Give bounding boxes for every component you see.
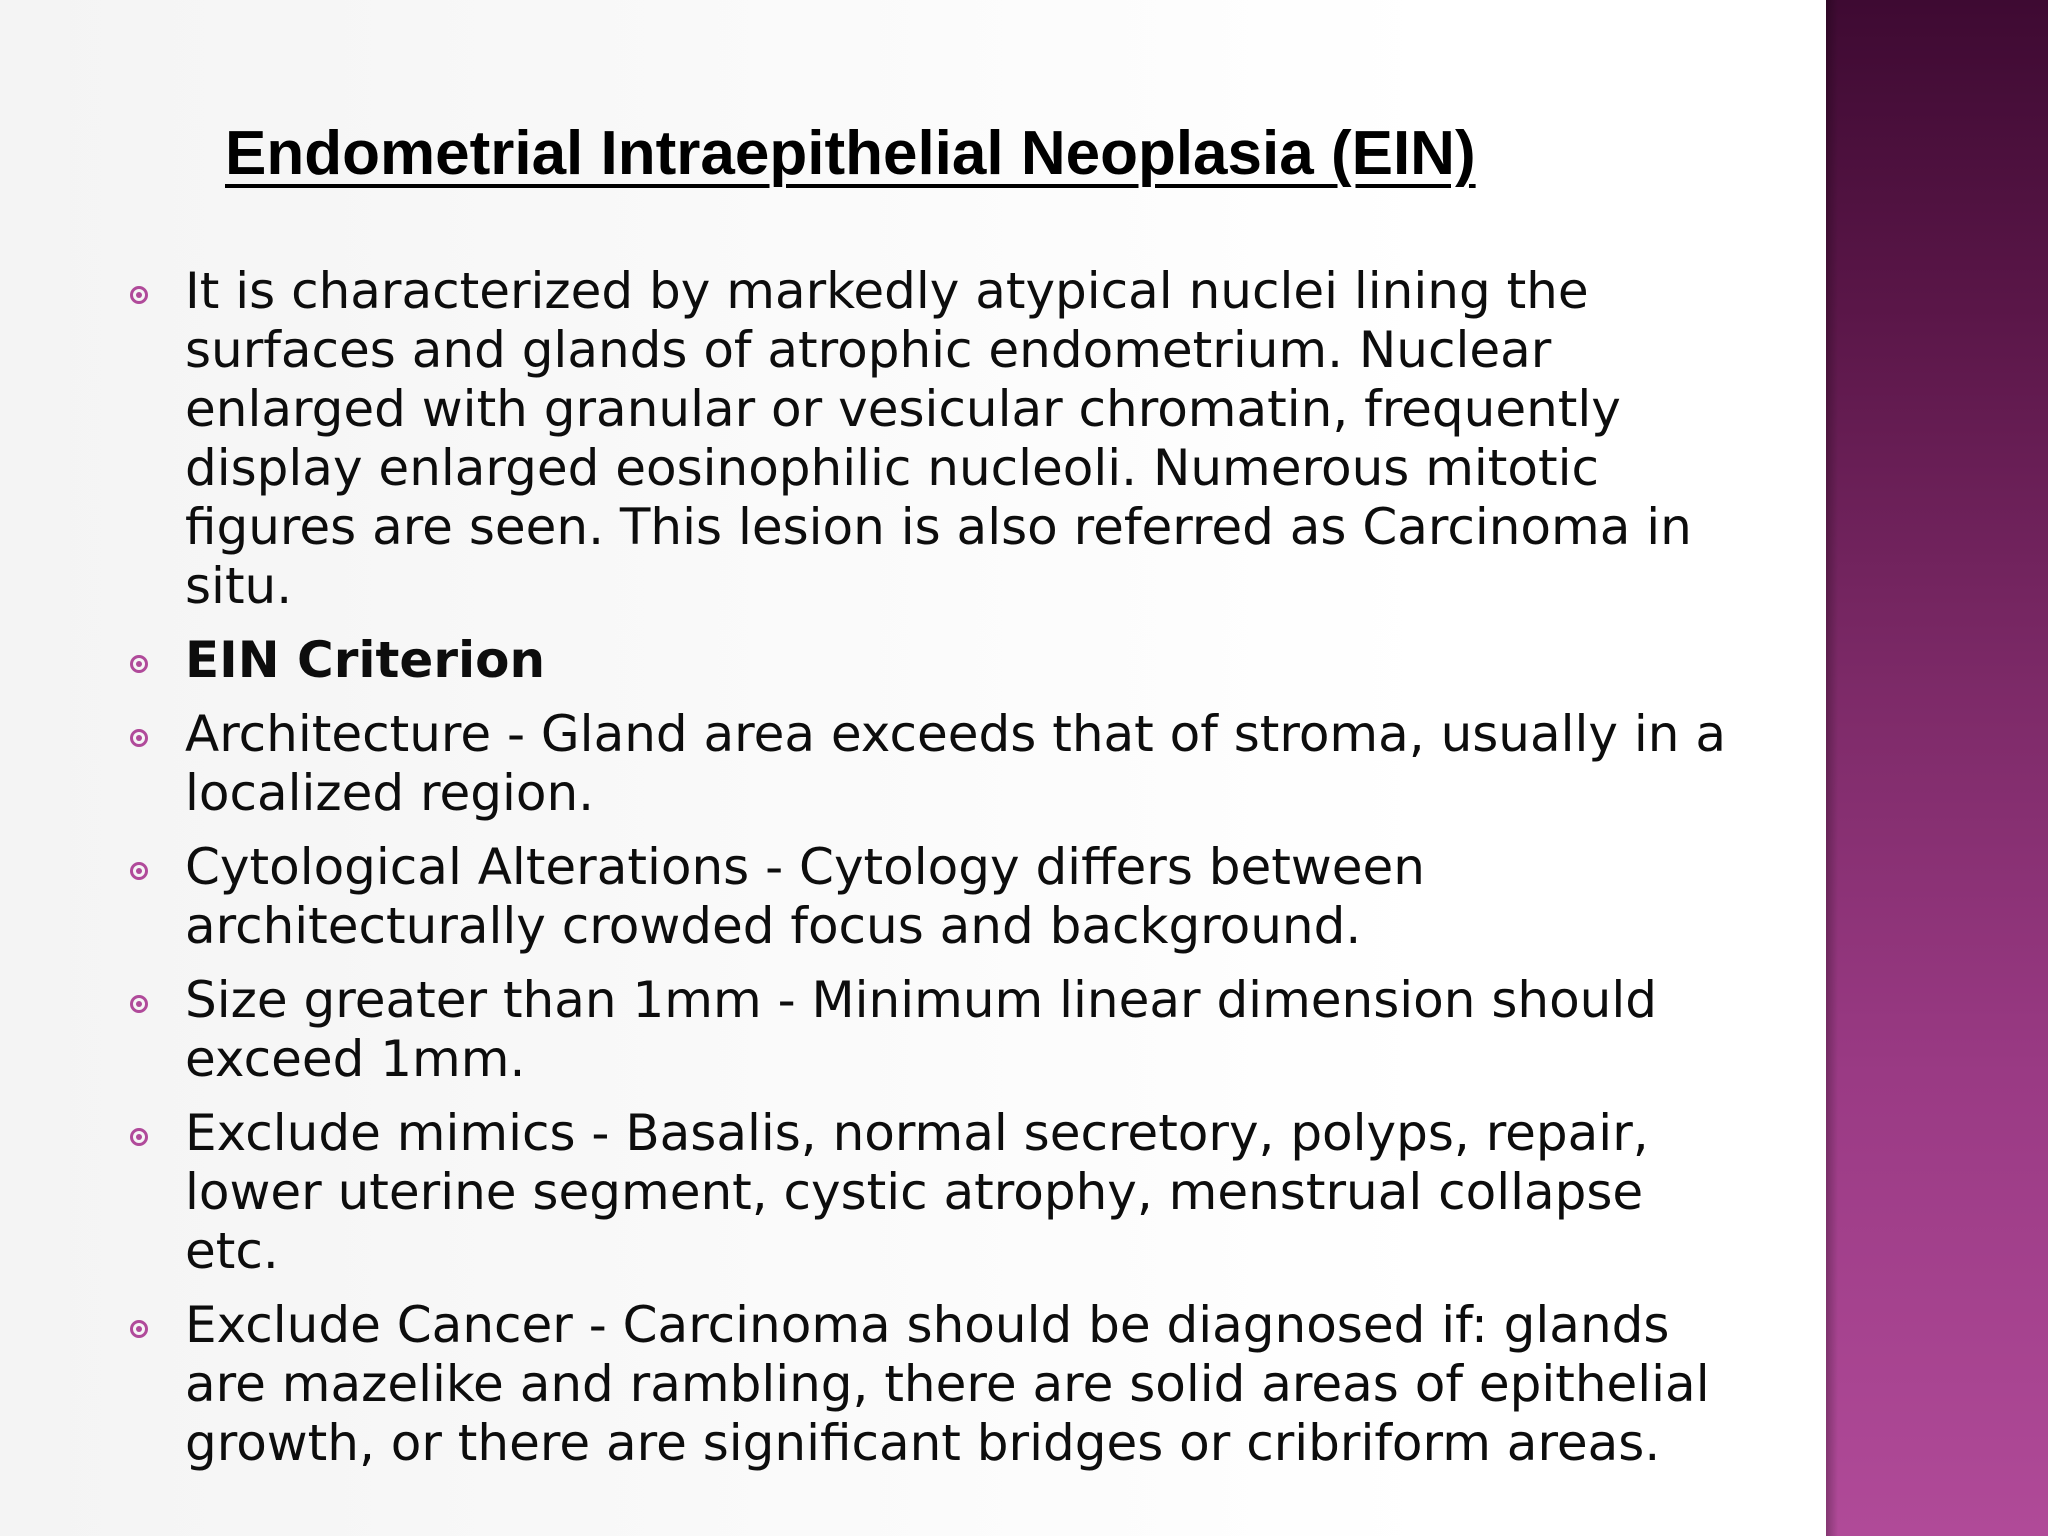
slide-title: Endometrial Intraepithelial Neoplasia (EIN) bbox=[225, 119, 1476, 188]
bullet-item-description bbox=[130, 262, 1750, 616]
bullet-heading: EIN Criterion bbox=[185, 631, 546, 689]
bullet-text: Architecture - Gland area exceeds that of stroma, usually in a localized region. bbox=[185, 705, 1727, 822]
bullet-marker-icon bbox=[130, 1320, 148, 1338]
bullet-item-size bbox=[130, 971, 1750, 1089]
bullet-item-cytological-alterations bbox=[130, 838, 1750, 956]
bullet-marker-icon bbox=[130, 729, 148, 747]
bullet-list bbox=[130, 262, 1750, 1488]
bullet-text: Cytological Alterations - Cytology differs between architecturally crowded focus and background. bbox=[185, 838, 1425, 955]
bullet-item-exclude-mimics bbox=[130, 1104, 1750, 1281]
bullet-marker-icon bbox=[130, 862, 148, 880]
decorative-side-panel bbox=[1826, 0, 2048, 1536]
bullet-text: It is characterized by markedly atypical nuclei lining the surfaces and glands of atrophic endometrium. Nuclear enlarged with granular or vesicular chromatin, frequently display enlarged eosinophilic nucleoli. Numerous mitotic figures are seen. This lesion is also referred as Carcinoma in situ. bbox=[185, 262, 1692, 615]
bullet-text: Size greater than 1mm - Minimum linear dimension should exceed 1mm. bbox=[185, 971, 1657, 1088]
bullet-item-architecture bbox=[130, 705, 1750, 823]
bullet-marker-icon bbox=[130, 655, 148, 673]
bullet-item-exclude-cancer bbox=[130, 1296, 1750, 1473]
bullet-text: Exclude Cancer - Carcinoma should be diagnosed if: glands are mazelike and rambling, there are solid areas of epithelial growth, or there are significant bridges or cribriform areas. bbox=[185, 1296, 1710, 1472]
bullet-item-ein-criterion bbox=[130, 631, 1750, 690]
bullet-marker-icon bbox=[130, 286, 148, 304]
bullet-text: Exclude mimics - Basalis, normal secretory, polyps, repair, lower uterine segment, cystic atrophy, menstrual collapse etc. bbox=[185, 1104, 1649, 1280]
bullet-marker-icon bbox=[130, 995, 148, 1013]
bullet-marker-icon bbox=[130, 1128, 148, 1146]
